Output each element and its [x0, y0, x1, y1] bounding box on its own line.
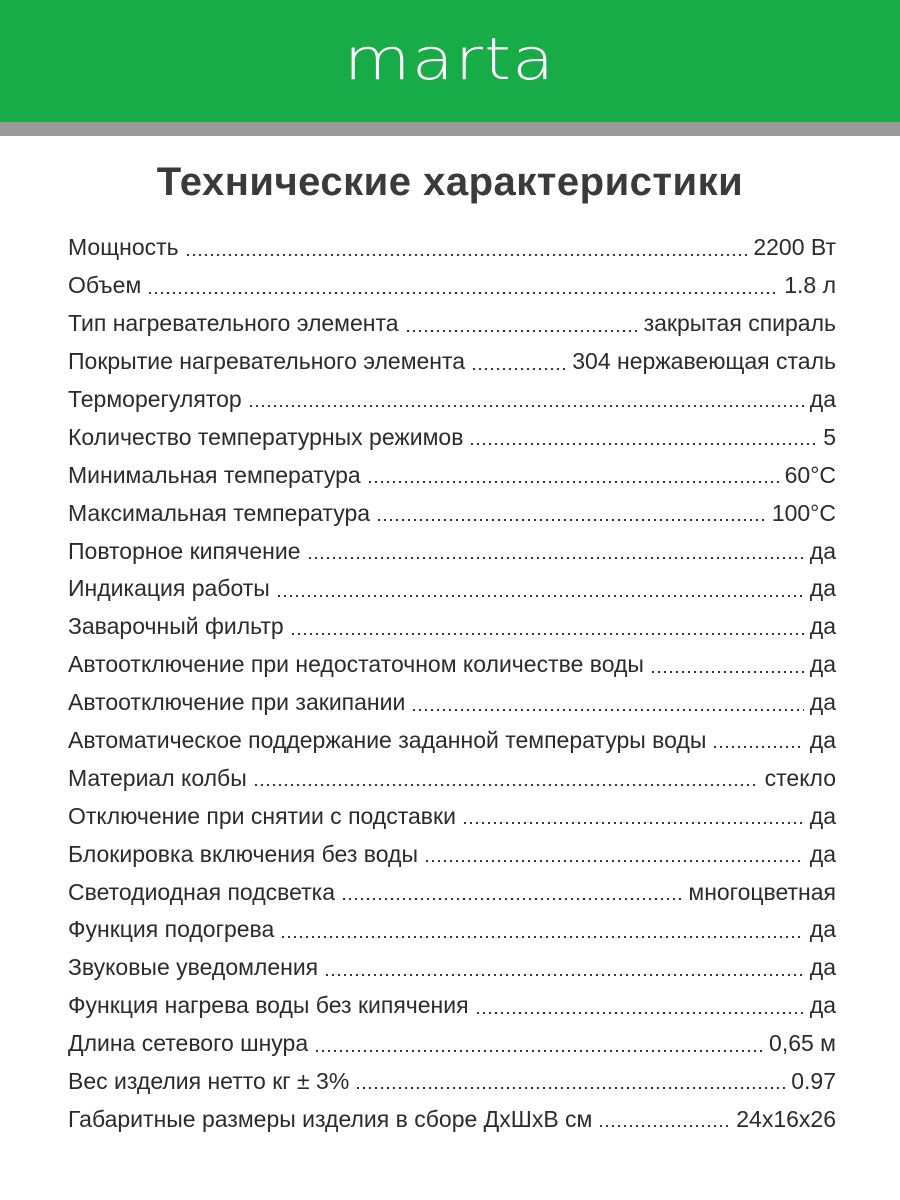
spec-row: [68, 1025, 836, 1063]
dot-leader: [424, 860, 804, 862]
spec-value: да: [809, 802, 836, 829]
spec-label: Тип нагревательного элемента: [68, 310, 399, 337]
dot-leader: [248, 405, 804, 407]
dot-leader: [314, 1050, 763, 1052]
spec-value: да: [809, 386, 836, 412]
dot-leader: [462, 822, 804, 824]
spec-row: [68, 949, 836, 987]
spec-list: [68, 229, 836, 1138]
spec-value: да: [809, 537, 836, 564]
spec-value: 2200 Вт: [753, 234, 836, 261]
spec-label: Функция подогрева: [68, 916, 275, 943]
spec-row: [68, 987, 836, 1025]
dot-leader: [185, 254, 748, 256]
spec-row: [68, 684, 836, 722]
spec-value: да: [809, 613, 836, 640]
dot-leader: [475, 1012, 804, 1014]
spec-label: Автоматическое поддержание заданной температуры воды: [68, 727, 707, 754]
spec-label: Максимальная температура: [68, 499, 371, 526]
spec-label: Длина сетевого шнура: [68, 1030, 309, 1057]
spec-value: стекло: [764, 764, 836, 791]
dot-leader: [341, 898, 682, 900]
spec-label: Звуковые уведомления: [68, 954, 319, 981]
spec-label: Повторное кипячение: [68, 537, 301, 564]
spec-label: Количество температурных режимов: [68, 423, 464, 450]
spec-row: [68, 418, 836, 456]
dot-leader: [355, 1087, 785, 1089]
spec-label: Материал колбы: [68, 764, 247, 791]
spec-row: [68, 456, 836, 494]
spec-row: [68, 494, 836, 532]
dot-leader: [712, 746, 803, 748]
spec-row: [68, 911, 836, 949]
spec-label: Автоотключение при закипании: [68, 689, 406, 716]
spec-label: Функция нагрева воды без кипячения: [68, 992, 469, 1019]
spec-value: многоцветная: [688, 878, 836, 905]
spec-label: Габаритные размеры изделия в сборе ДхШхВ см: [68, 1105, 593, 1132]
spec-value: да: [809, 575, 836, 602]
dot-leader: [650, 671, 804, 673]
spec-row: [68, 229, 836, 267]
dot-leader: [405, 330, 638, 332]
spec-value: 304 нержавеющая сталь: [572, 348, 836, 375]
dot-leader: [307, 557, 804, 559]
spec-value: да: [809, 954, 836, 981]
brand-logo: marta: [344, 25, 556, 93]
spec-label: Автоотключение при недостаточном количестве воды: [68, 651, 644, 678]
dot-leader: [147, 292, 778, 294]
dot-leader: [411, 709, 803, 711]
spec-value: 100°C: [771, 499, 836, 526]
spec-label: Терморегулятор: [68, 386, 242, 412]
spec-value: да: [809, 689, 836, 716]
spec-value: 60°C: [784, 461, 836, 488]
dot-leader: [367, 481, 779, 483]
spec-label: Вес изделия нетто кг ± 3%: [68, 1068, 350, 1095]
page-title: Технические характеристики: [156, 160, 744, 204]
spec-row: [68, 267, 836, 305]
dot-leader: [290, 633, 804, 635]
dot-leader: [471, 368, 566, 370]
dot-leader: [376, 519, 766, 521]
spec-row: [68, 532, 836, 570]
spec-value: 24x16x26: [736, 1105, 836, 1132]
dot-leader: [276, 595, 804, 597]
spec-row: [68, 608, 836, 646]
spec-row: [68, 797, 836, 835]
spec-label: Светодиодная подсветка: [68, 878, 336, 905]
spec-label: Минимальная температура: [68, 461, 361, 488]
spec-row: [68, 570, 836, 608]
spec-row: [68, 722, 836, 760]
dot-leader: [324, 974, 804, 976]
spec-label: Объем: [68, 272, 142, 299]
spec-value: 0,65 м: [769, 1030, 836, 1057]
spec-row: [68, 835, 836, 873]
spec-value: 0.97: [791, 1068, 836, 1095]
spec-value: да: [809, 992, 836, 1019]
brand-header: [0, 0, 900, 122]
spec-row: [68, 759, 836, 797]
spec-value: 1.8 л: [784, 272, 836, 299]
spec-row: [68, 381, 836, 419]
spec-row: [68, 343, 836, 381]
spec-label: Индикация работы: [68, 575, 270, 602]
dot-leader: [280, 936, 803, 938]
spec-row: [68, 646, 836, 684]
dot-leader: [253, 784, 759, 786]
spec-value: да: [809, 651, 836, 678]
spec-value: да: [809, 727, 836, 754]
spec-row: [68, 1100, 836, 1138]
spec-row: [68, 1063, 836, 1101]
spec-value: 5: [823, 423, 836, 450]
spec-label: Отключение при снятии с подставки: [68, 802, 456, 829]
dot-leader: [598, 1125, 730, 1127]
spec-label: Блокировка включения без воды: [68, 840, 418, 867]
spec-value: да: [809, 840, 836, 867]
spec-value: закрытая спираль: [643, 310, 836, 337]
spec-value: да: [809, 916, 836, 943]
header-divider-band: [0, 122, 900, 136]
spec-label: Мощность: [68, 234, 179, 261]
spec-label: Покрытие нагревательного элемента: [68, 348, 466, 375]
spec-label: Заварочный фильтр: [68, 613, 284, 640]
dot-leader: [469, 443, 817, 445]
spec-row: [68, 305, 836, 343]
spec-row: [68, 873, 836, 911]
